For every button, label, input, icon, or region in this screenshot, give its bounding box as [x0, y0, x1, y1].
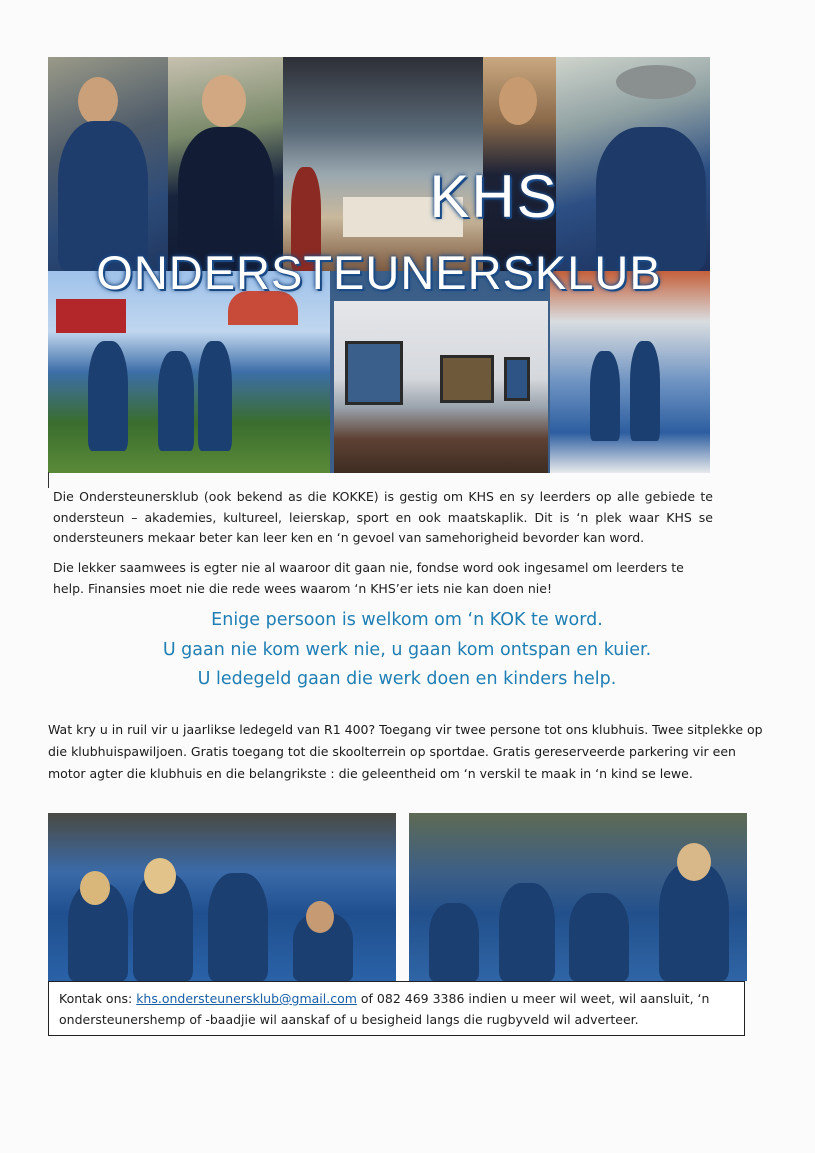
contact-label: Kontak ons: — [59, 991, 137, 1006]
contact-details: of 082 469 3386 indien u meer wil weet, wil aansluit, ‘n ondersteunershemp of -baadjie wil aanskaf of u besigheid langs die rugbyveld wil adverteer. — [59, 991, 710, 1027]
contact-email-link[interactable]: khs.ondersteunersklub@gmail.com — [136, 991, 357, 1006]
benefits-paragraph: Wat kry u in ruil vir u jaarlikse ledegeld van R1 400? Toegang vir twee persone tot ons klubhuis. Twee sitplekke op die klubhuispawiljoen. Gratis toegang tot die skoolterrein op sportdae. Gratis gereserveerde parkering vir een motor agter die klubhuis en die belangrikste : die geleentheid om ‘n verskil te maak in ‘n kind se lewe. — [48, 722, 763, 781]
intro-paragraph: Die Ondersteunersklub (ook bekend as die KOKKE) is gestig om KHS en sy leerders op alle gebiede te ondersteun – akademies, kultureel, leierskap, sport en ook maatskaplik. Dit is ‘n plek waar KHS se ondersteuners mekaar beter kan leer ken en ‘n gevoel van samehorigheid bevorder kan word. — [53, 489, 713, 545]
fundraising-paragraph: Die lekker saamwees is egter nie al waaroor dit gaan nie, fondse word ook ingesamel om leerders te help. Finansies moet nie die rede wees waarom ‘n KHS’er iets nie kan doen nie! — [53, 560, 684, 596]
photo-frame-jersey — [345, 341, 403, 405]
contact-box — [48, 981, 745, 1036]
photo-supporters-field — [48, 271, 330, 473]
photo-pavilion — [550, 271, 710, 473]
divider-mark — [48, 472, 49, 488]
photo-frame-jersey-small — [504, 357, 530, 401]
header-photo-collage — [48, 57, 710, 473]
slogans — [48, 606, 766, 695]
photo-frame-team — [440, 355, 494, 403]
title-ondersteunersklub: ONDERSTEUNERSKLUB — [96, 246, 662, 299]
slogan-line: Enige persoon is welkom om ‘n KOK te word. — [211, 610, 603, 630]
slogan-line: U ledegeld gaan die werk doen en kinders help. — [197, 669, 617, 689]
photo-supporters-stand-left — [48, 813, 396, 981]
slogan-line: U gaan nie kom werk nie, u gaan kom ontspan en kuier. — [162, 639, 652, 660]
photo-supporters-stand-right — [409, 813, 747, 981]
title-khs: KHS — [429, 163, 559, 230]
photo-supporter-man — [48, 57, 168, 271]
